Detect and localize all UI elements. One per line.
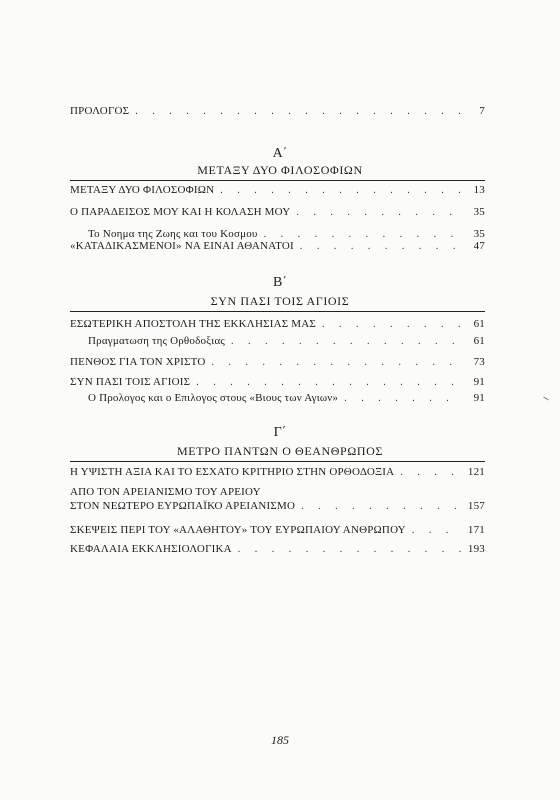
toc-entry-page: 157 [467,500,485,512]
section-title: ΜΕΤΑΞΥ ΔΥΟ ΦΙΛΟΣΟΦΙΩΝ [197,163,363,177]
toc-entry-page: 91 [473,376,485,388]
toc-entry [88,228,485,240]
dot-leader [135,106,461,117]
dot-leader [264,229,461,240]
toc-entry-title-line1: ΑΠΟ ΤΟΝ ΑΡΕΙΑΝΙΣΜΟ ΤΟΥ ΑΡΕΙΟΥ [70,486,261,498]
section-letter: Α΄ [272,146,288,161]
section-title: ΣΥΝ ΠΑΣΙ ΤΟΙΣ ΑΓΙΟΙΣ [210,294,350,308]
toc-entry [70,206,485,218]
toc-entry [70,318,485,330]
toc-entry [70,376,485,388]
toc-entry-two-line [70,485,485,512]
toc-entry-page: 35 [473,228,485,240]
stray-mark [543,397,549,401]
section-letter: Γ΄ [273,425,287,440]
dot-leader [322,319,461,330]
toc-entry-title-line2: ΣΤΟΝ ΝΕΩΤΕΡΟ ΕΥΡΩΠΑΪΚΟ ΑΡΕΙΑΝΙΣΜΟ [70,500,296,512]
section-rule [70,311,485,312]
toc-entry [70,184,485,196]
dot-leader [412,525,461,536]
toc-entry [70,466,485,478]
dot-leader [344,393,461,404]
dot-leader [220,185,461,196]
toc-entry [70,240,485,252]
toc-entry-title: ΣΥΝ ΠΑΣΙ ΤΟΙΣ ΑΓΙΟΙΣ [70,376,191,388]
section-rule [70,461,485,462]
toc-entry-title: Το Νοημα της Ζωης και του Κοσμου [88,228,258,240]
dot-leader [301,501,461,512]
section-title: ΜΕΤΡΟ ΠΑΝΤΩΝ Ο ΘΕΑΝΘΡΩΠΟΣ [177,444,383,458]
toc-entry-title: «ΚΑΤΑΔΙΚΑΣΜΕΝΟΙ» ΝΑ ΕΙΝΑΙ ΑΘΑΝΑΤΟΙ [70,240,294,252]
dot-leader [196,377,461,388]
toc-entry-title: Η ΥΨΙΣΤΗ ΑΞΙΑ ΚΑΙ ΤΟ ΕΣΧΑΤΟ ΚΡΙΤΗΡΙΟ ΣΤΗΝ ΟΡΘΟΔΟΞΙΑ [70,466,395,478]
toc-entry-title: ΠΡΟΛΟΓΟΣ [70,105,130,117]
section-rule [70,180,485,181]
toc-entry-page: 171 [467,524,485,536]
toc-entry [70,524,485,536]
toc-entry [88,392,485,404]
toc-entry-page: 61 [473,318,485,330]
toc-entry-title: Ο Προλογος και ο Επιλογος στους «Βιους των Αγιων» [88,392,339,404]
toc-entry-page: 47 [473,240,485,252]
toc-entry-page: 193 [467,543,485,555]
toc-entry-title: Ο ΠΑΡΑΔΕΙΣΟΣ ΜΟΥ ΚΑΙ Η ΚΟΛΑΣΗ ΜΟΥ [70,206,291,218]
dot-leader [296,207,461,218]
toc-entry-title: ΕΣΩΤΕΡΙΚΗ ΑΠΟΣΤΟΛΗ ΤΗΣ ΕΚΚΛΗΣΙΑΣ ΜΑΣ [70,318,317,330]
toc-entry-page: 121 [467,466,485,478]
toc-entry-page: 73 [473,356,485,368]
toc-entry-title: ΚΕΦΑΛΑΙΑ ΕΚΚΛΗΣΙΟΛΟΓΙΚΑ [70,543,232,555]
dot-leader [231,336,461,347]
toc-entry-title: ΠΕΝΘΟΣ ΓΙΑ ΤΟΝ ΧΡΙΣΤΟ [70,356,206,368]
toc-entry-page: 35 [473,206,485,218]
toc-entry [88,335,485,347]
toc-entry-title: ΣΚΕΨΕΙΣ ΠΕΡΙ ΤΟΥ «ΑΛΑΘΗΤΟΥ» ΤΟΥ ΕΥΡΩΠΑΙΟΥ ΑΝΘΡΩΠΟΥ [70,524,406,536]
toc-entry-page: 7 [479,105,485,117]
toc-entry-page: 13 [473,184,485,196]
dot-leader [212,357,461,368]
toc-entry-page: 91 [473,392,485,404]
toc-entry [70,543,485,555]
toc-entry-title: Πραγματωση της Ορθοδοξιας [88,335,225,347]
dot-leader [238,544,461,555]
dot-leader [300,241,461,252]
toc-entry-prologue [70,105,485,117]
dot-leader [400,467,461,478]
toc-entry-page: 61 [473,335,485,347]
toc-entry-row2 [70,500,485,512]
section-letter: Β΄ [273,275,287,290]
toc-entry [70,356,485,368]
page-number: 185 [271,733,289,747]
toc-entry-title: ΜΕΤΑΞΥ ΔΥΟ ΦΙΛΟΣΟΦΙΩΝ [70,184,215,196]
